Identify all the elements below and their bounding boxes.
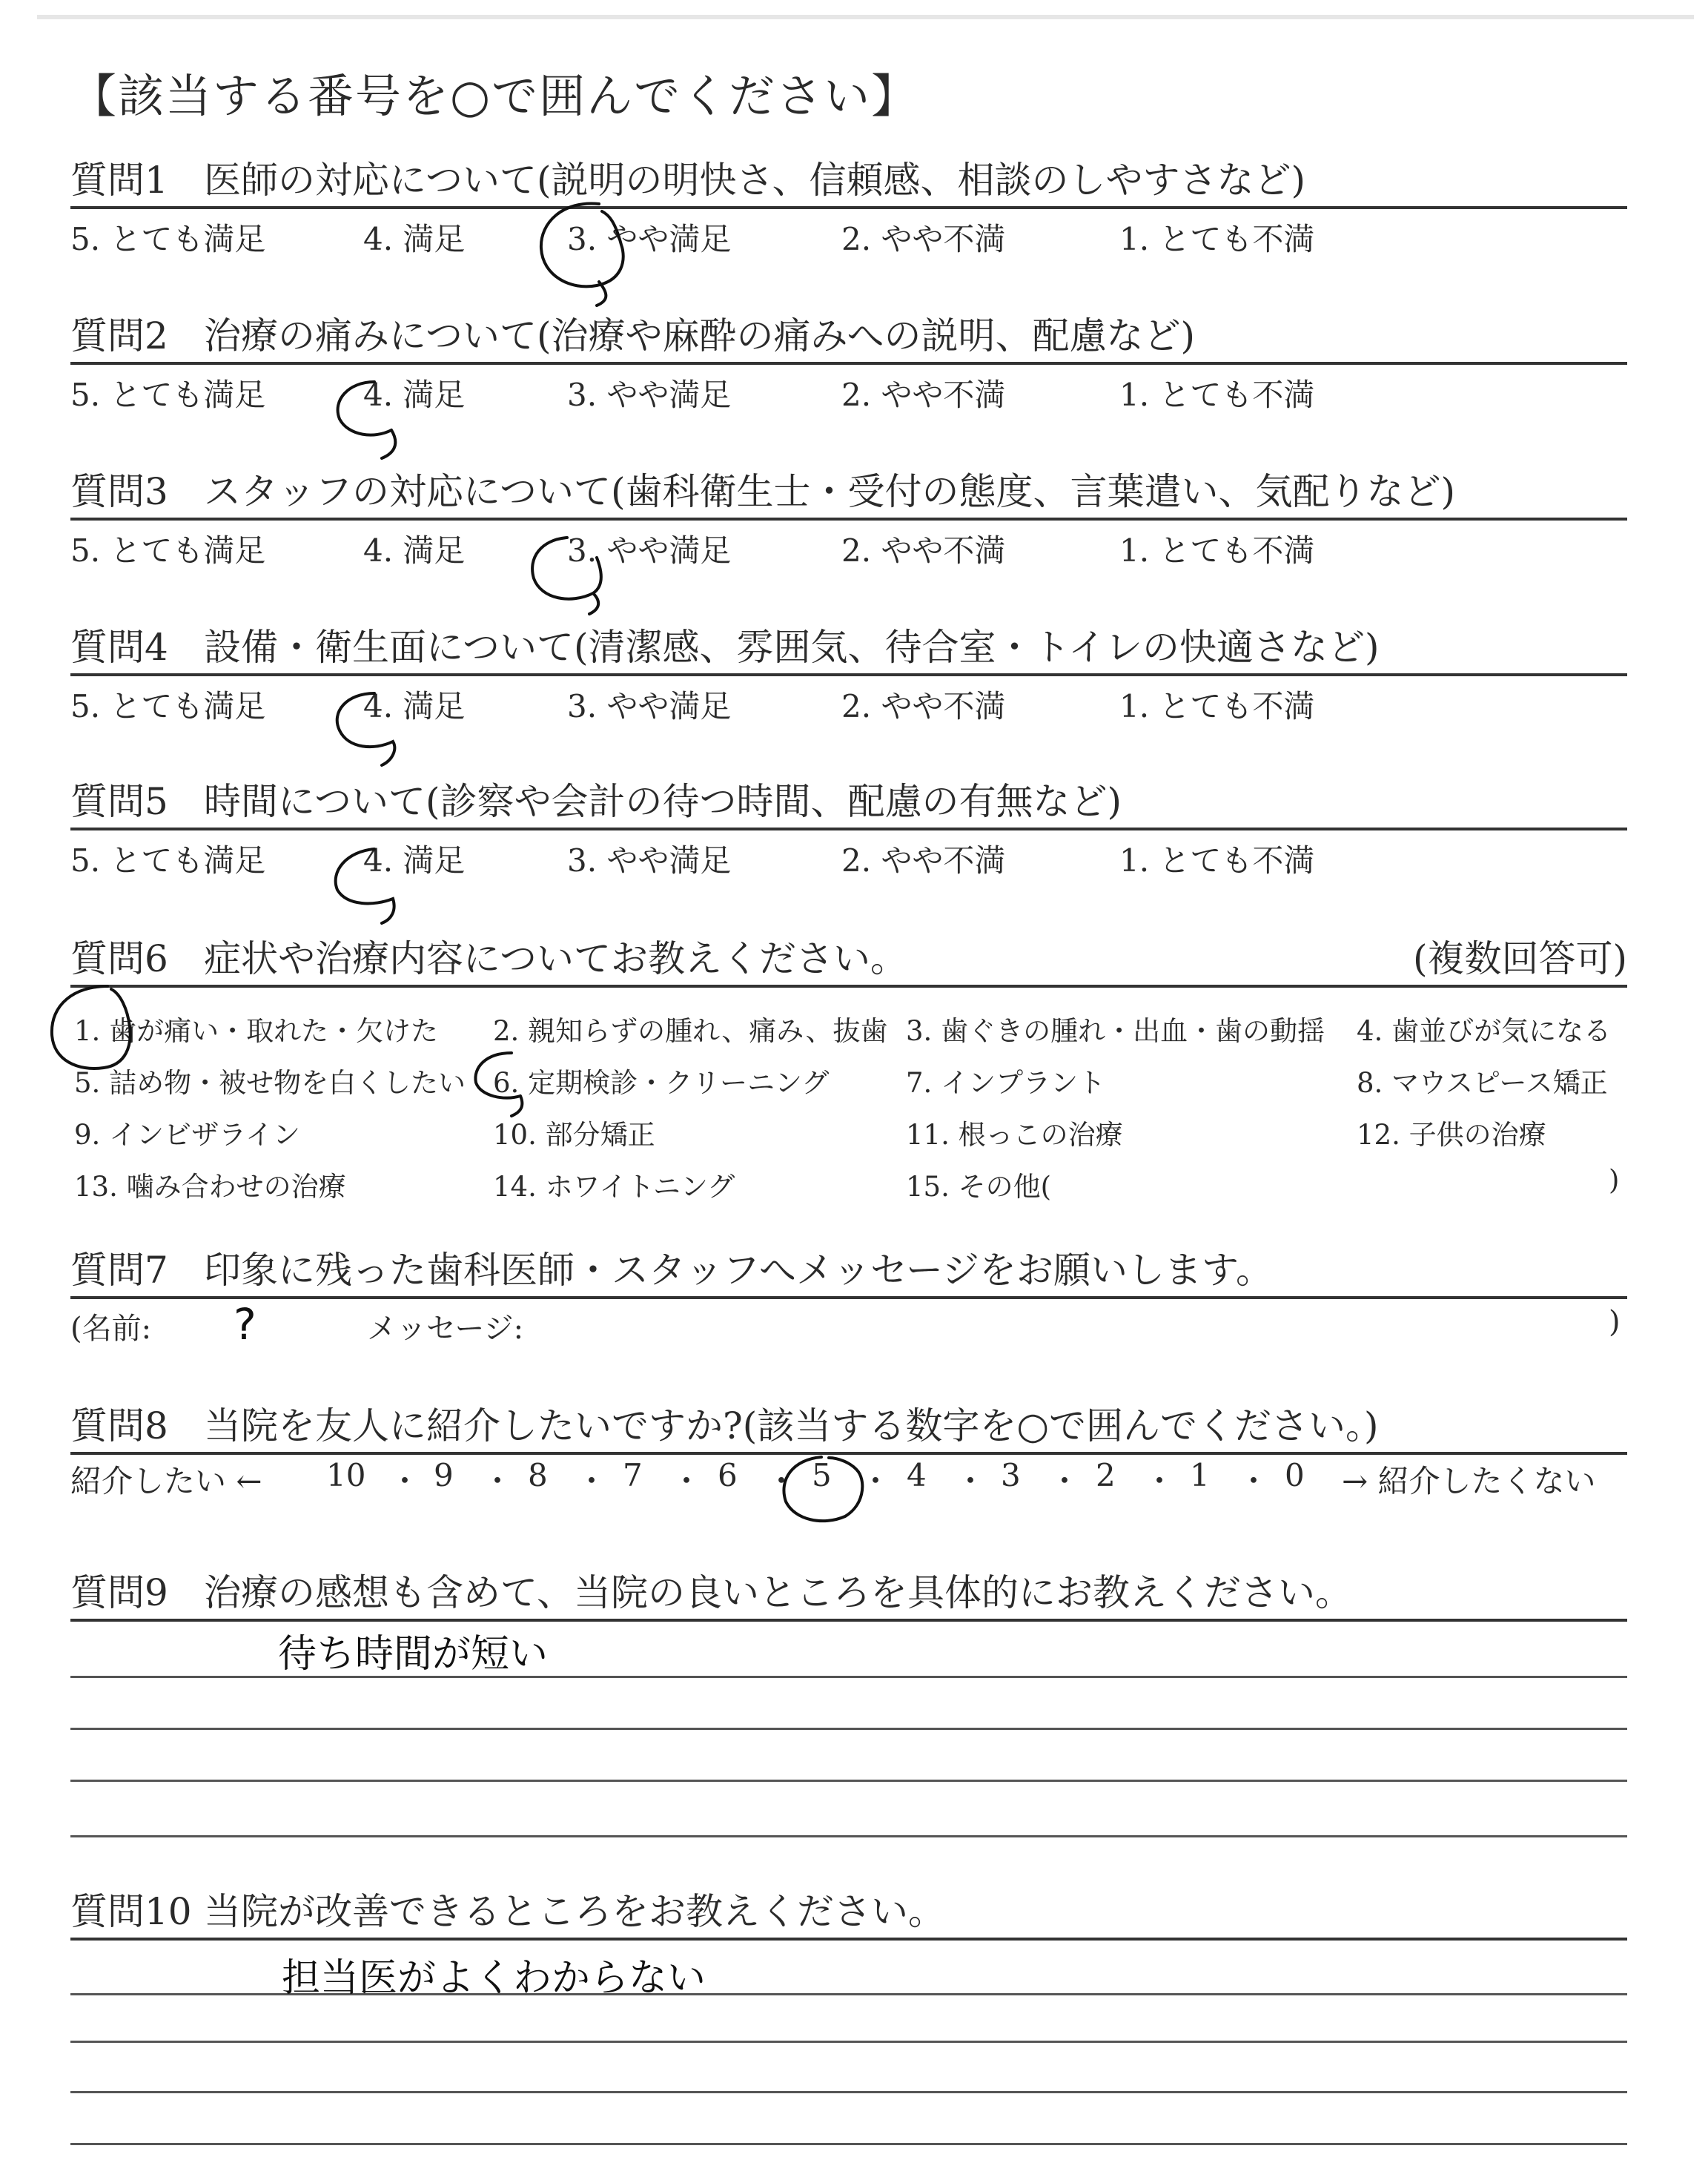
scale-separator: ・ xyxy=(1238,1463,1270,1499)
question-6 xyxy=(70,934,1627,988)
symptom-option-13[interactable]: 13. 噛み合わせの治療 xyxy=(74,1171,346,1203)
scale-separator: ・ xyxy=(671,1463,703,1499)
scale-0[interactable]: 0 xyxy=(1285,1457,1305,1493)
message-close: ) xyxy=(1609,1305,1621,1339)
scale-separator: ・ xyxy=(576,1463,608,1499)
handwritten-name: ? xyxy=(234,1299,256,1350)
recommend-scale xyxy=(70,1457,1627,1502)
scale-separator: ・ xyxy=(1144,1463,1176,1499)
option-4[interactable]: 4. 満足 xyxy=(363,221,466,257)
rating-options xyxy=(70,521,1627,568)
page-title: 【該当する番号を○で囲んでください】 xyxy=(70,69,919,123)
question-rule xyxy=(70,985,1627,988)
scale-separator: ・ xyxy=(1049,1463,1081,1499)
scale-2[interactable]: 2 xyxy=(1096,1457,1116,1493)
question-number: 質問3 xyxy=(70,470,168,513)
answer-line[interactable] xyxy=(70,2143,1627,2145)
scale-separator: ・ xyxy=(860,1463,892,1499)
name-label: (名前: xyxy=(70,1312,152,1346)
option-3[interactable]: 3. やや満足 xyxy=(567,221,732,257)
rating-options xyxy=(70,830,1627,878)
symptom-option-14[interactable]: 14. ホワイトニング xyxy=(493,1171,735,1203)
scale-separator: ・ xyxy=(955,1463,987,1499)
option-3[interactable]: 3. やや満足 xyxy=(567,688,732,724)
symptom-option-3[interactable]: 3. 歯ぐきの腫れ・出血・歯の動揺 xyxy=(906,1015,1325,1047)
question-4 xyxy=(70,623,1627,724)
option-1[interactable]: 1. とても不満 xyxy=(1119,842,1315,879)
scan-top-edge xyxy=(37,15,1694,19)
message-label[interactable]: メッセージ: xyxy=(367,1312,524,1346)
option-5[interactable]: 5. とても満足 xyxy=(70,842,266,879)
scale-10[interactable]: 10 xyxy=(326,1457,366,1493)
symptom-option-5[interactable]: 5. 詰め物・被せ物を白くしたい xyxy=(74,1067,466,1099)
question-text: 当院が改善できるところをお教えください。 xyxy=(204,1890,945,1933)
option-5[interactable]: 5. とても満足 xyxy=(70,532,266,569)
rating-options xyxy=(70,209,1627,257)
scale-separator: ・ xyxy=(766,1463,798,1499)
recommend-left-label: 紹介したい ← xyxy=(70,1463,262,1499)
option-1[interactable]: 1. とても不満 xyxy=(1119,688,1315,724)
option-5[interactable]: 5. とても満足 xyxy=(70,221,266,257)
option-1[interactable]: 1. とても不満 xyxy=(1119,221,1315,257)
option-3[interactable]: 3. やや満足 xyxy=(567,842,732,879)
option-1[interactable]: 1. とても不満 xyxy=(1119,377,1315,413)
symptom-option-7[interactable]: 7. インプラント xyxy=(906,1067,1106,1099)
option-3[interactable]: 3. やや満足 xyxy=(567,532,732,569)
question-number: 質問1 xyxy=(70,159,168,202)
scale-1[interactable]: 1 xyxy=(1190,1457,1210,1493)
symptom-option-15[interactable]: 15. その他( xyxy=(906,1171,1052,1203)
question-number: 質問8 xyxy=(70,1404,168,1447)
question-text: 治療の痛みについて(治療や麻酔の痛みへの説明、配慮など) xyxy=(204,314,1196,357)
answer-line[interactable] xyxy=(70,2091,1627,2093)
symptom-option-4[interactable]: 4. 歯並びが気になる xyxy=(1357,1015,1612,1047)
question-5 xyxy=(70,777,1627,878)
question-text: スタッフの対応について(歯科衛生士・受付の態度、言葉遣い、気配りなど) xyxy=(204,470,1456,513)
question-9 xyxy=(70,1568,1627,1622)
question-text: 治療の感想も含めて、当院の良いところを具体的にお教えください。 xyxy=(204,1571,1352,1614)
question-1 xyxy=(70,156,1627,257)
scale-3[interactable]: 3 xyxy=(1001,1457,1021,1493)
question-rule xyxy=(70,1938,1627,1941)
symptom-option-2[interactable]: 2. 親知らずの腫れ、痛み、抜歯 xyxy=(493,1015,888,1047)
scale-7[interactable]: 7 xyxy=(623,1457,643,1493)
option-2[interactable]: 2. やや不満 xyxy=(841,688,1006,724)
rating-options xyxy=(70,365,1627,412)
symptom-option-1[interactable]: 1. 歯が痛い・取れた・欠けた xyxy=(74,1015,439,1047)
rating-options xyxy=(70,676,1627,724)
scale-9[interactable]: 9 xyxy=(434,1457,454,1493)
scale-4[interactable]: 4 xyxy=(907,1457,927,1493)
question-number: 質問7 xyxy=(70,1249,168,1292)
option-2[interactable]: 2. やや不満 xyxy=(841,377,1006,413)
question-number: 質問5 xyxy=(70,780,168,823)
option-4[interactable]: 4. 満足 xyxy=(363,842,466,879)
answer-line[interactable] xyxy=(70,1835,1627,1837)
symptom-option-12[interactable]: 12. 子供の治療 xyxy=(1357,1119,1546,1151)
scale-8[interactable]: 8 xyxy=(528,1457,548,1493)
option-2[interactable]: 2. やや不満 xyxy=(841,221,1006,257)
option-5[interactable]: 5. とても満足 xyxy=(70,688,266,724)
option-2[interactable]: 2. やや不満 xyxy=(841,842,1006,879)
recommend-right-label: → 紹介したくない xyxy=(1342,1463,1596,1499)
answer-line[interactable] xyxy=(70,1728,1627,1730)
scale-separator: ・ xyxy=(482,1463,514,1499)
question-text: 当院を友人に紹介したいですか?(該当する数字を○で囲んでください。) xyxy=(204,1404,1379,1447)
question-7 xyxy=(70,1246,1627,1299)
option-4[interactable]: 4. 満足 xyxy=(363,688,466,724)
symptom-option-6[interactable]: 6. 定期検診・クリーニング xyxy=(493,1067,830,1099)
question-text: 症状や治療内容についてお教えください。 xyxy=(204,937,907,980)
question-text: 印象に残った歯科医師・スタッフへメッセージをお願いします。 xyxy=(204,1249,1273,1292)
symptom-option-15-close: ) xyxy=(1609,1164,1620,1196)
question-3 xyxy=(70,467,1627,568)
option-2[interactable]: 2. やや不満 xyxy=(841,532,1006,569)
question-text: 医師の対応について(説明の明快さ、信頼感、相談のしやすさなど) xyxy=(204,159,1306,202)
symptom-option-10[interactable]: 10. 部分矯正 xyxy=(493,1119,655,1151)
answer-line[interactable] xyxy=(70,2041,1627,2043)
symptom-option-11[interactable]: 11. 根っこの治療 xyxy=(906,1119,1123,1151)
question-text: 設備・衛生面について(清潔感、雰囲気、待合室・トイレの快適さなど) xyxy=(204,626,1380,669)
option-5[interactable]: 5. とても満足 xyxy=(70,377,266,413)
option-3[interactable]: 3. やや満足 xyxy=(567,377,732,413)
question-number: 質問2 xyxy=(70,314,168,357)
symptom-option-8[interactable]: 8. マウスピース矯正 xyxy=(1357,1067,1608,1099)
scale-6[interactable]: 6 xyxy=(718,1457,738,1493)
question-2 xyxy=(70,311,1627,412)
question-rule xyxy=(70,1296,1627,1299)
question-rule xyxy=(70,1452,1627,1455)
question-number: 質問10 xyxy=(70,1890,192,1933)
question-rule xyxy=(70,1619,1627,1622)
question-number: 質問6 xyxy=(70,937,168,980)
answer-line[interactable] xyxy=(70,1780,1627,1782)
question-8 xyxy=(70,1401,1627,1455)
handwritten-improvements: 担当医がよくわからない xyxy=(282,1956,706,2001)
scale-5[interactable]: 5 xyxy=(812,1457,832,1493)
question-number: 質問4 xyxy=(70,626,168,669)
multiple-answers-note: (複数回答可) xyxy=(1412,937,1627,980)
handwritten-good-points: 待ち時間が短い xyxy=(278,1632,549,1677)
option-1[interactable]: 1. とても不満 xyxy=(1119,532,1315,569)
question-10 xyxy=(70,1887,1627,1941)
message-row xyxy=(70,1305,1627,1350)
symptom-option-9[interactable]: 9. インビザライン xyxy=(74,1119,300,1151)
option-4[interactable]: 4. 満足 xyxy=(363,532,466,569)
question-number: 質問9 xyxy=(70,1571,168,1614)
option-4[interactable]: 4. 満足 xyxy=(363,377,466,413)
question-text: 時間について(診察や会計の待つ時間、配慮の有無など) xyxy=(204,780,1122,823)
scale-separator: ・ xyxy=(389,1463,421,1499)
